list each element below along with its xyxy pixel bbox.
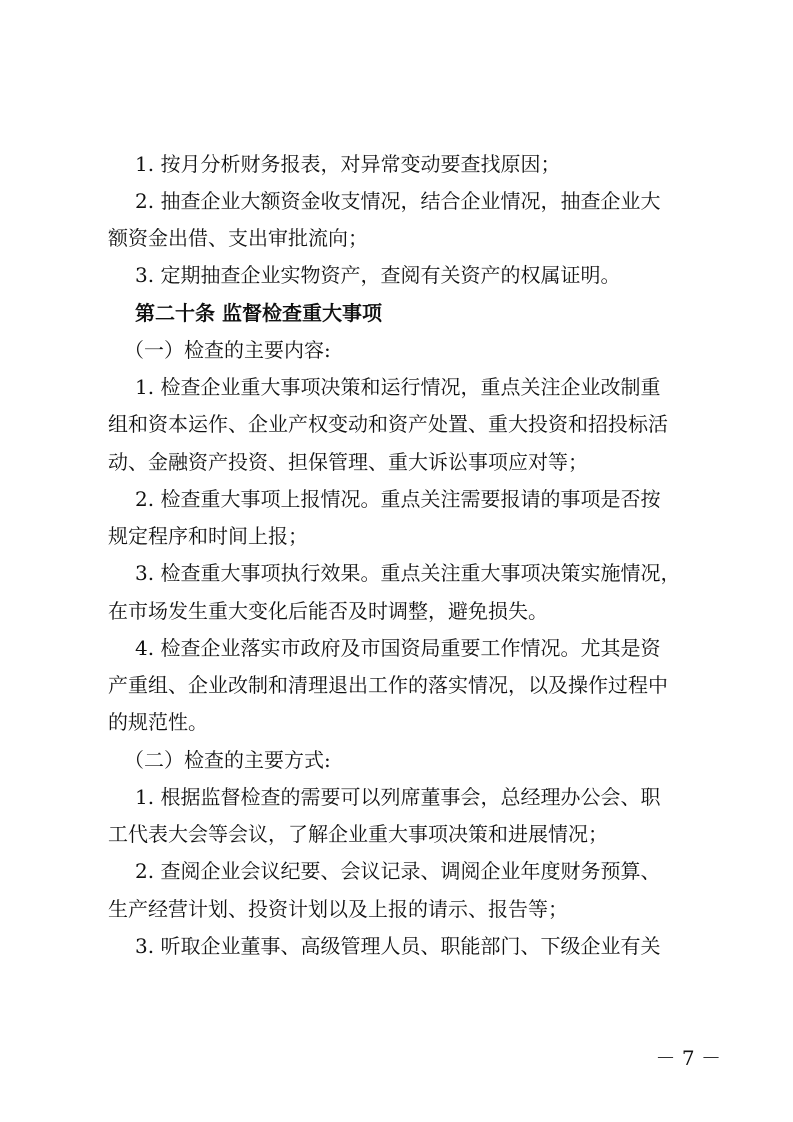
text-line: 组和资本运作、企业产权变动和资产处置、重大投资和招投标活 [108,412,668,436]
article-heading: 第二十条 监督检查重大事项 [135,301,382,325]
text-line: 1. 检查企业重大事项决策和运行情况，重点关注企业改制重 [135,375,661,399]
section-heading: （一）检查的主要内容: [124,338,331,362]
text-line: 生产经营计划、投资计划以及上报的请示、报告等； [108,897,568,921]
text-line: 工代表大会等会议，了解企业重大事项决策和进展情况； [108,822,608,846]
text-line: 1. 按月分析财务报表，对异常变动要查找原因； [135,152,561,176]
text-line: 1. 根据监督检查的需要可以列席董事会，总经理办公会、职 [135,785,661,809]
text-line: 产重组、企业改制和清理退出工作的落实情况，以及操作过程中 [108,673,668,697]
text-line: 规定程序和时间上报； [108,524,308,548]
text-line: 额资金出借、支出审批流向； [108,226,368,250]
text-line: 2. 查阅企业会议纪要、会议记录、调阅企业年度财务预算、 [135,859,661,883]
text-line: 3. 检查重大事项执行效果。重点关注重大事项决策实施情况， [135,561,681,585]
text-line: 4. 检查企业落实市政府及市国资局重要工作情况。尤其是资 [135,636,661,660]
text-line: 3. 听取企业董事、高级管理人员、职能部门、下级企业有关 [135,934,661,958]
text-line: 2. 检查重大事项上报情况。重点关注需要报请的事项是否按 [135,487,661,511]
text-line: 的规范性。 [108,710,208,734]
text-line: 在市场发生重大变化后能否及时调整，避免损失。 [108,599,548,623]
text-line: 3. 定期抽查企业实物资产，查阅有关资产的权属证明。 [135,263,621,287]
section-heading: （二）检查的主要方式: [124,748,331,772]
text-line: 动、金融资产投资、担保管理、重大诉讼事项应对等； [108,450,588,474]
page-number: － 7 － [655,1046,721,1070]
text-line: 2. 抽查企业大额资金收支情况，结合企业情况，抽查企业大 [135,189,661,213]
